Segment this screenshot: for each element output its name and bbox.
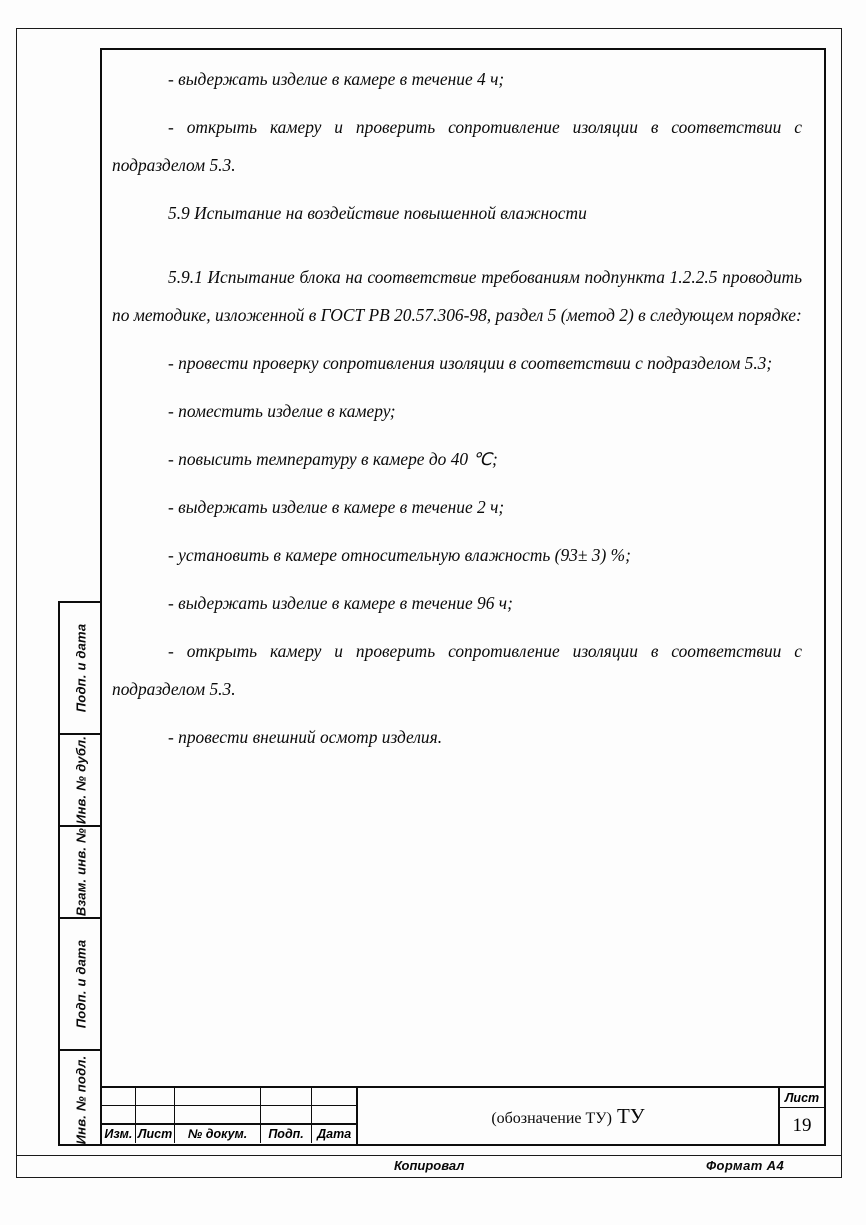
- designation-text: [491, 1104, 644, 1129]
- list-item: - выдержать изделие в камере в течение 96 ч;: [168, 593, 513, 613]
- sheet-number: 19: [792, 1115, 812, 1136]
- designation-placeholder: (обозначение ТУ): [491, 1109, 612, 1127]
- revision-grid: [102, 1088, 358, 1144]
- revision-row-empty-2: [102, 1106, 356, 1125]
- revision-cell: [136, 1106, 176, 1123]
- section-heading-5-9: 5.9 Испытание на воздействие повышенной влажности: [168, 203, 587, 223]
- column-header-podp: Подп.: [261, 1125, 313, 1143]
- sidebar-cell-podp-i-data-1: [60, 603, 102, 735]
- sidebar-cell-inv-podl: [60, 1051, 102, 1148]
- sidebar-cell-inv-dubl: [60, 735, 102, 827]
- paragraph: - выдержать изделие в камере в течение 4 ч;: [168, 69, 505, 89]
- footer-divider: [16, 1155, 842, 1156]
- designation-suffix: ТУ: [616, 1103, 645, 1128]
- sidebar-label: Инв. № подл.: [73, 1055, 89, 1144]
- sidebar-label: Инв. № дубл.: [73, 735, 89, 825]
- revision-cell: [261, 1106, 313, 1123]
- sidebar-label: Подп. и дата: [73, 623, 89, 713]
- column-header-data: Дата: [317, 1127, 352, 1141]
- copied-label: Копировал: [394, 1158, 465, 1173]
- list-item: - повысить температуру в камере до 40 ℃;: [168, 449, 498, 469]
- list-item: - установить в камере относительную влажность (93± 3) %;: [168, 545, 631, 565]
- sheet-number-column: [780, 1088, 824, 1144]
- format-label: Формат А4: [706, 1158, 785, 1173]
- revision-cell: [312, 1106, 356, 1123]
- revision-cell: [312, 1088, 356, 1105]
- paragraph-5-9-1: 5.9.1 Испытание блока на соответствие требованиям подпункта 1.2.2.5 проводить по методике, изложенной в ГОСТ РВ 20.57.306-98, раздел 5 (метод 2) в следующем порядке:: [112, 267, 802, 325]
- list-item: - провести внешний осмотр изделия.: [168, 727, 443, 747]
- revision-cell: [175, 1106, 260, 1123]
- revision-row-empty-1: [102, 1088, 356, 1106]
- paragraph: - открыть камеру и проверить сопротивление изоляции в соответствии с подразделом 5.3.: [112, 117, 802, 175]
- revision-cell: [102, 1088, 136, 1105]
- list-item: - поместить изделие в камеру;: [168, 401, 396, 421]
- sheet-label: Лист: [780, 1088, 824, 1108]
- sidebar-graph-column: [58, 601, 100, 1146]
- column-header-list: Лист: [136, 1125, 176, 1143]
- page-footer: [16, 1155, 842, 1181]
- title-block: [100, 1086, 826, 1146]
- revision-cell: [136, 1088, 176, 1105]
- sidebar-cell-podp-i-data-2: [60, 919, 102, 1051]
- list-item: - открыть камеру и проверить сопротивление изоляции в соответствии с подразделом 5.3.: [112, 641, 802, 699]
- document-text-body: [112, 60, 802, 766]
- designation-cell: [358, 1088, 780, 1144]
- revision-cell: [102, 1106, 136, 1123]
- revision-cell: [261, 1088, 313, 1105]
- paragraph: - провести проверку сопротивления изоляции в соответствии с подразделом 5.3;: [168, 353, 773, 373]
- column-header-izm: Изм.: [102, 1125, 136, 1143]
- sidebar-label: Взам. инв. №: [73, 827, 89, 917]
- revision-header-row: [102, 1125, 356, 1143]
- revision-cell: [175, 1088, 260, 1105]
- column-header-dokum: № докум.: [175, 1125, 260, 1143]
- sidebar-cell-vzam-inv: [60, 827, 102, 919]
- list-item: - выдержать изделие в камере в течение 2 ч;: [168, 497, 505, 517]
- sidebar-label: Подп. и дата: [73, 939, 89, 1029]
